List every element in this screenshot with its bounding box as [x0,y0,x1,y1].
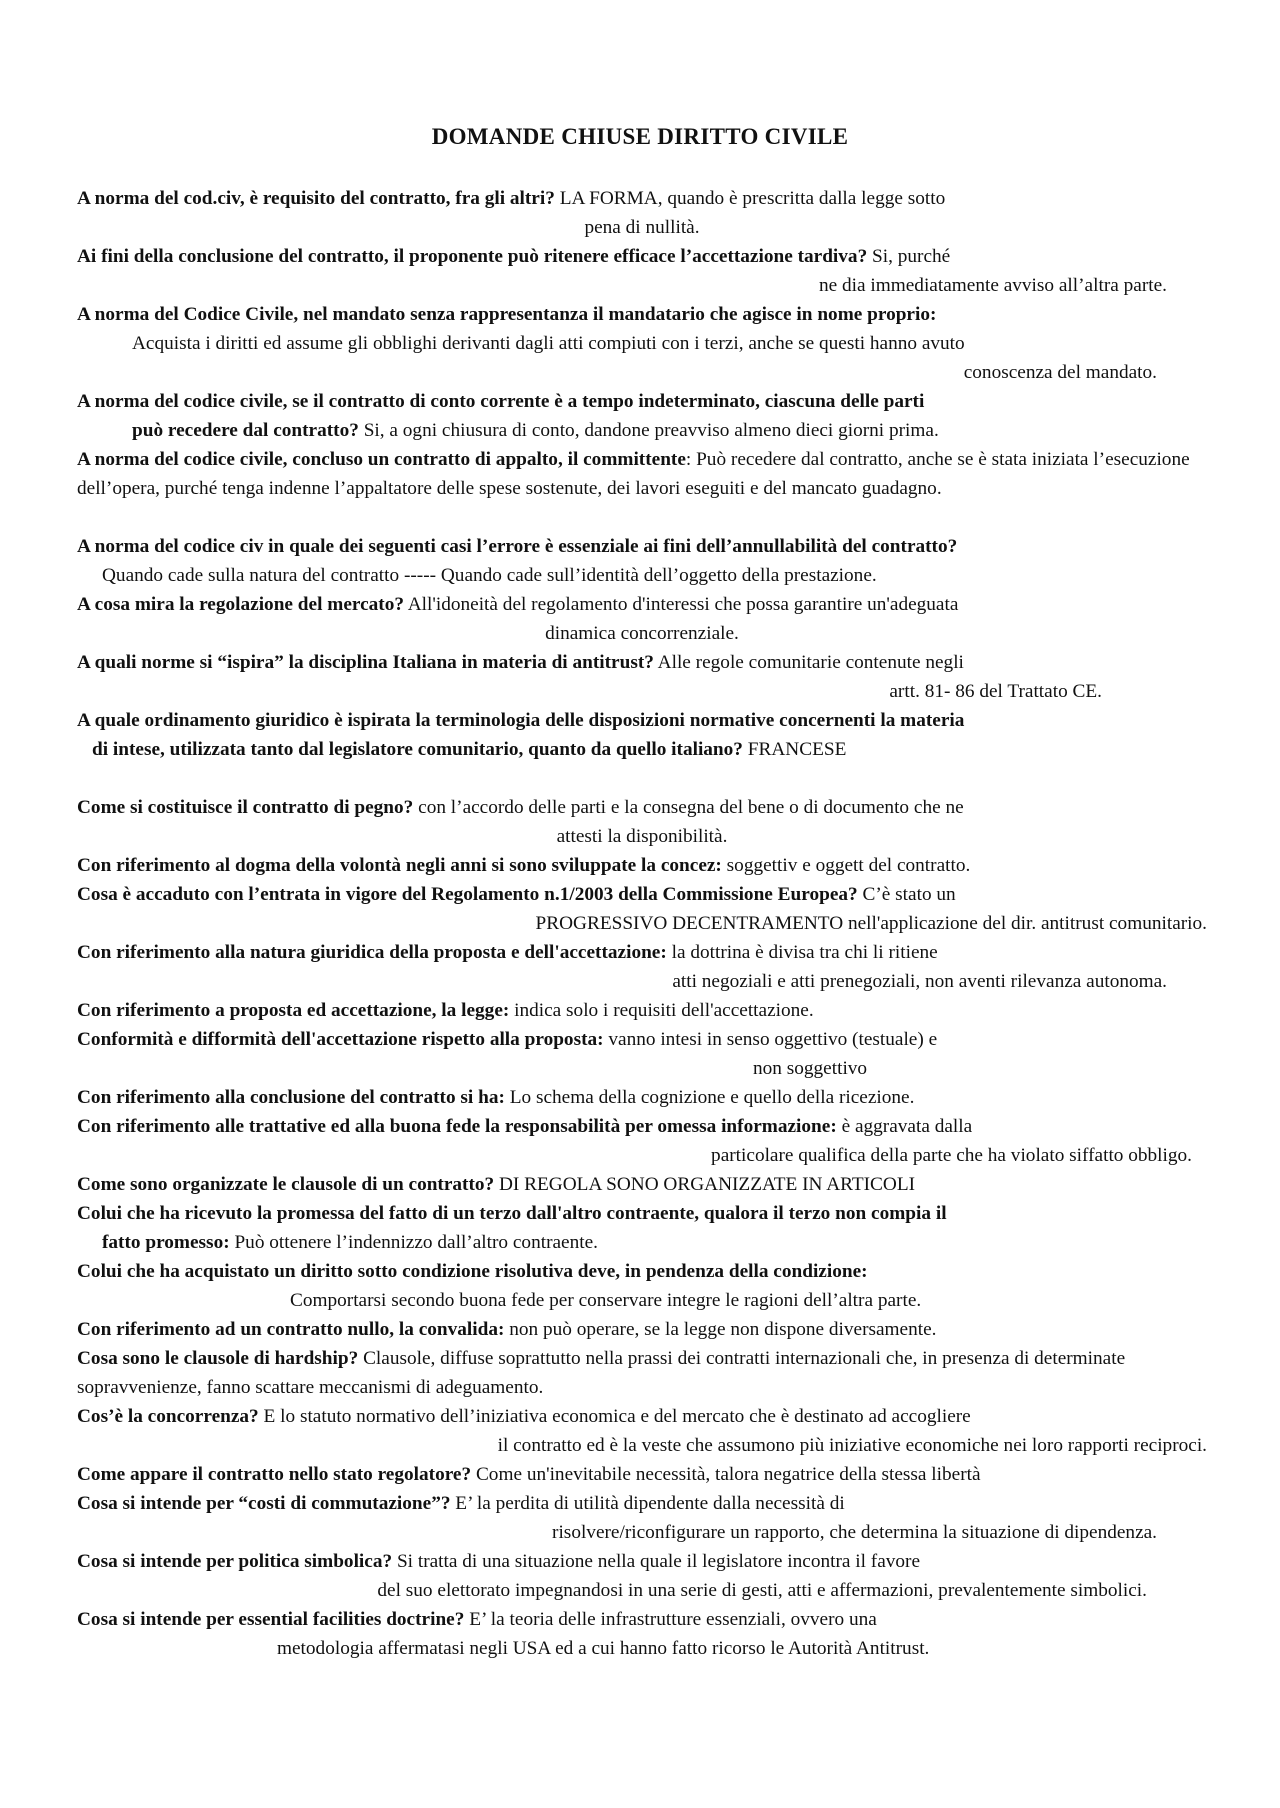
question: Cosa sono le clausole di hardship? [77,1348,359,1369]
qa-item [77,1344,1207,1402]
qa-item [77,1112,1207,1170]
question: A norma del cod.civ, è requisito del contratto, fra gli altri? [77,188,555,209]
answer: Alle regole comunitarie contenute negli [653,652,964,673]
qa-item [77,1025,1207,1083]
qa-item [77,1083,1207,1112]
qa-item [77,532,1207,590]
answer: Lo schema della cognizione e quello della ricezione. [504,1087,915,1108]
qa-item [77,184,1207,242]
document-title: DOMANDE CHIUSE DIRITTO CIVILE [431,124,849,149]
question-continuation: fatto promesso: [102,1232,230,1253]
question: Come si costituisce il contratto di pegno? [77,797,414,818]
qa-item [77,706,1207,764]
question: A cosa mira la regolazione del mercato? [77,594,404,615]
answer: Può ottenere l’indennizzo dall’altro contraente. [229,1232,598,1253]
question: Colui che ha acquistato un diritto sotto condizione risolutiva deve, in pendenza della condizione: [77,1261,868,1282]
answer: E’ la perdita di utilità dipendente dalla necessità di [450,1493,845,1514]
answer-continuation: attesti la disponibilità. [556,826,728,847]
qa-item [77,242,1207,300]
qa-item [77,880,1207,938]
question: A quali norme si “ispira” la disciplina Italiana in materia di antitrust? [77,652,654,673]
qa-item [77,996,1207,1025]
question: Cosa è accaduto con l’entrata in vigore del Regolamento n.1/2003 della Commissione Europea? [77,884,858,905]
answer: : Può recedere dal contratto, anche se è stata iniziata l’esecuzione dell’opera, purché tenga indenne l’appaltatore delle spese sostenute, dei lavori eseguiti e del mancato guadagno. [77,449,1190,499]
answer: Comportarsi secondo buona fede per conservare integre le ragioni dell’altra parte. [290,1290,922,1311]
answer-continuation: dinamica concorrenziale. [545,623,739,644]
qa-item [77,648,1207,706]
question-continuation: può recedere dal contratto? [132,420,359,441]
question: Con riferimento alle trattative ed alla buona fede la responsabilità per omessa informazione: [77,1116,837,1137]
question: Come sono organizzate le clausole di un contratto? [77,1174,495,1195]
qa-item [77,590,1207,648]
qa-item [77,1199,1207,1257]
answer-continuation: metodologia affermatasi negli USA ed a cui hanno fatto ricorso le Autorità Antitrust. [277,1638,930,1659]
answer: soggettiv e oggett del contratto. [721,855,971,876]
question: A norma del codice civ in quale dei seguenti casi l’errore è essenziale ai fini dell’annullabilità del contratto? [77,536,958,557]
qa-item [77,793,1207,851]
answer: vanno intesi in senso oggettivo (testuale) e [603,1029,938,1050]
answer: All'idoneità del regolamento d'interessi che possa garantire un'adeguata [404,594,959,615]
question: Con riferimento al dogma della volontà negli anni si sono sviluppate la concez: [77,855,722,876]
question: Cos’è la concorrenza? [77,1406,259,1427]
question: Cosa si intende per “costi di commutazione”? [77,1493,451,1514]
answer: indica solo i requisiti dell'accettazione. [509,1000,814,1021]
answer: E’ la teoria delle infrastrutture essenziali, ovvero una [464,1609,877,1630]
answer: con l’accordo delle parti e la consegna del bene o di documento che ne [413,797,964,818]
answer: LA FORMA, quando è prescritta dalla legge sotto [554,188,946,209]
qa-item [77,1257,1207,1315]
question: A quale ordinamento giuridico è ispirata la terminologia delle disposizioni normative concernenti la materia [77,710,965,731]
answer: C’è stato un [857,884,956,905]
answer: FRANCESE [742,739,847,760]
answer-continuation: del suo elettorato impegnandosi in una serie di gesti, atti e affermazioni, prevalentemente simbolici. [377,1580,1147,1601]
question: Con riferimento alla natura giuridica della proposta e dell'accettazione: [77,942,667,963]
answer: Si tratta di una situazione nella quale il legislatore incontra il favore [392,1551,921,1572]
answer: la dottrina è divisa tra chi li ritiene [666,942,938,963]
question: A norma del codice civile, concluso un contratto di appalto, il committente [77,449,686,470]
answer: E lo statuto normativo dell’iniziativa economica e del mercato che è destinato ad accogliere [258,1406,971,1427]
qa-item [77,300,1207,387]
answer: Clausole, diffuse soprattutto nella prassi dei contratti internazionali che, in presenza di determinate sopravvenienze, fanno scattare meccanismi di adeguamento. [77,1348,1126,1398]
answer: non può operare, se la legge non dispone diversamente. [504,1319,937,1340]
qa-item [77,1170,1207,1199]
qa-item [77,1460,1207,1489]
qa-item [77,1315,1207,1344]
question: Cosa si intende per essential facilities doctrine? [77,1609,465,1630]
question: Con riferimento ad un contratto nullo, la convalida: [77,1319,505,1340]
answer-continuation: pena di nullità. [584,217,700,238]
qa-item [77,1402,1207,1460]
qa-item [77,445,1207,503]
question: Come appare il contratto nello stato regolatore? [77,1464,472,1485]
question: Cosa si intende per politica simbolica? [77,1551,393,1572]
qa-item [77,1547,1207,1605]
answer-continuation: atti negoziali e atti prenegoziali, non aventi rilevanza autonoma. [672,971,1167,992]
answer-continuation: particolare qualifica della parte che ha violato siffatto obbligo. [711,1145,1192,1166]
answer: Acquista i diritti ed assume gli obblighi derivanti dagli atti compiuti con i terzi, anche se questi hanno avuto [132,333,965,354]
qa-item [77,387,1207,445]
qa-item [77,1605,1207,1663]
answer-continuation: il contratto ed è la veste che assumono più iniziative economiche nei loro rapporti reciproci. [497,1435,1207,1456]
question: Con riferimento alla conclusione del contratto si ha: [77,1087,505,1108]
answer: è aggravata dalla [836,1116,973,1137]
answer-continuation: artt. 81- 86 del Trattato CE. [889,681,1102,702]
question: Colui che ha ricevuto la promessa del fatto di un terzo dall'altro contraente, qualora il terzo non compia il [77,1203,947,1224]
answer: Si, a ogni chiusura di conto, dandone preavviso almeno dieci giorni prima. [358,420,939,441]
answer: Come un'inevitabile necessità, talora negatrice della stessa libertà [471,1464,981,1485]
qa-item [77,1489,1207,1547]
answer: Quando cade sulla natura del contratto ----- Quando cade sull’identità dell’oggetto della prestazione. [102,565,877,586]
answer-continuation: PROGRESSIVO DECENTRAMENTO nell'applicazione del dir. antitrust comunitario. [535,913,1207,934]
question-continuation: di intese, utilizzata tanto dal legislatore comunitario, quanto da quello italiano? [92,739,743,760]
answer-continuation: ne dia immediatamente avviso all’altra parte. [819,275,1167,296]
question: A norma del codice civile, se il contratto di conto corrente è a tempo indeterminato, ciascuna delle parti [77,391,925,412]
answer: Si, purché [867,246,951,267]
question: Ai fini della conclusione del contratto, il proponente può ritenere efficace l’accettazione tardiva? [77,246,868,267]
answer-continuation: non soggettivo [753,1058,868,1079]
qa-item [77,851,1207,880]
question: Conformità e difformità dell'accettazione rispetto alla proposta: [77,1029,604,1050]
question: A norma del Codice Civile, nel mandato senza rappresentanza il mandatario che agisce in nome proprio: [77,304,937,325]
qa-item [77,938,1207,996]
answer-continuation: conoscenza del mandato. [963,362,1157,383]
question: Con riferimento a proposta ed accettazione, la legge: [77,1000,510,1021]
answer: DI REGOLA SONO ORGANIZZATE IN ARTICOLI [494,1174,916,1195]
answer-continuation: risolvere/riconfigurare un rapporto, che determina la situazione di dipendenza. [552,1522,1157,1543]
